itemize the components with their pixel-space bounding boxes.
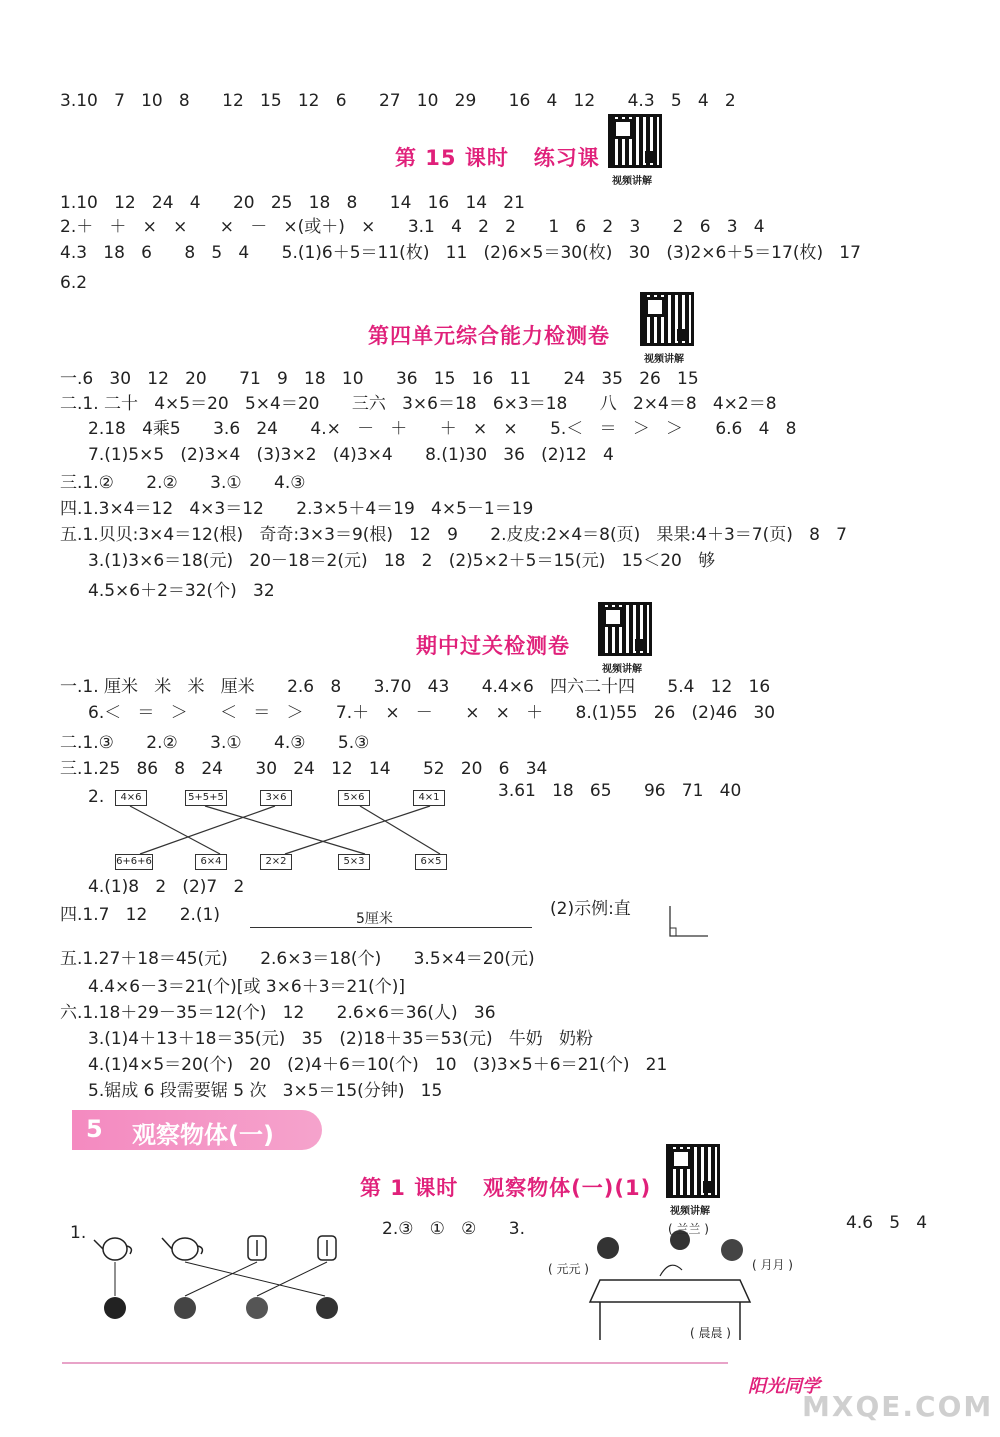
answer-line: 4.6 5 4	[846, 1213, 928, 1233]
answer-line: 三.1.② 2.② 3.① 4.③	[60, 473, 306, 493]
match-top-box: 5+5+5	[185, 790, 227, 806]
answer-line: 一.1. 厘米 米 米 厘米 2.6 8 3.70 43 4.4×6 四六二十四 5.4 12 16	[60, 677, 771, 697]
answer-line: 一.6 30 12 20 71 9 18 10 36 15 16 11 24 35 26 15	[60, 369, 699, 389]
answer-line: 4.4×6－3＝21(个)[或 3×6＋3＝21(个)]	[88, 977, 406, 997]
answer-line: 3.61 18 65 96 71 40	[498, 781, 742, 801]
right-angle-icon	[668, 904, 710, 938]
answer-line: 2.＋ ＋ × × × － ×(或＋) × 3.1 4 2 2 1 6 2 3 2 6 3 4	[60, 217, 765, 237]
segment-label: 5厘米	[356, 911, 393, 927]
person-label: ( 晨晨 )	[690, 1326, 731, 1340]
answer-line: 2.	[88, 787, 105, 807]
match-top-box: 3×6	[260, 790, 292, 806]
matching-diagram	[110, 786, 480, 872]
section-title-midterm: 期中过关检测卷	[416, 634, 570, 658]
answer-line: (2)示例:直	[550, 899, 631, 919]
section-title-lesson1: 第 1 课时 观察物体(一)(1)	[360, 1176, 652, 1200]
answer-line: 6.＜ ＝ ＞ ＜ ＝ ＞ 7.＋ × － × × ＋ 8.(1)55 26 (2)46 30	[88, 703, 776, 723]
section-title-lesson15: 第 15 课时 练习课	[395, 146, 600, 170]
answer-line: 3.(1)4＋13＋18＝35(元) 35 (2)18＋35＝53(元) 牛奶 奶粉	[88, 1029, 593, 1049]
unit-banner	[72, 1110, 322, 1150]
answer-line: 2.18 4乘5 3.6 24 4.× － ＋ ＋ × × 5.＜ ＝ ＞ ＞ 6.6 4 8	[88, 419, 797, 439]
match-bottom-box: 5×3	[338, 854, 370, 870]
answer-line: 三.1.25 86 8 24 30 24 12 14 52 20 6 34	[60, 759, 548, 779]
unit-number: 5	[86, 1115, 103, 1143]
qr-code-icon[interactable]	[608, 114, 662, 168]
answer-line: 3.(1)3×6＝18(元) 20－18＝2(元) 18 2 (2)5×2＋5＝15(元) 15＜20 够	[88, 551, 716, 571]
qr-code-icon[interactable]	[598, 602, 652, 656]
section-title-unit4: 第四单元综合能力检测卷	[368, 324, 610, 348]
match-bottom-box: 6×4	[195, 854, 227, 870]
answer-line: 2.③ ① ② 3.	[382, 1219, 526, 1239]
answer-line: 二.1. 二十 4×5＝20 5×4＝20 三六 3×6＝18 6×3＝18 八 2×4＝8 4×2＝8	[60, 394, 777, 414]
answer-line: 4.3 18 6 8 5 4 5.(1)6＋5＝11(枚) 11 (2)6×5＝30(枚) 30 (3)2×6＋5＝17(枚) 17	[60, 243, 861, 263]
qr-caption: 视频讲解	[670, 1206, 710, 1217]
answer-line: 4.(1)8 2 (2)7 2	[88, 877, 245, 897]
answer-line: 4.5×6＋2＝32(个) 32	[88, 581, 275, 601]
answer-line: 五.1.贝贝:3×4＝12(根) 奇奇:3×3＝9(根) 12 9 2.皮皮:2×4＝8(页) 果果:4＋3＝7(页) 8 7	[60, 525, 847, 545]
match-bottom-box: 2×2	[260, 854, 292, 870]
qr-code-icon[interactable]	[640, 292, 694, 346]
footer-divider	[62, 1362, 728, 1364]
qr-code-icon[interactable]	[666, 1144, 720, 1198]
answer-line: 四.1.7 12 2.(1)	[60, 905, 221, 925]
answer-line: 四.1.3×4＝12 4×3＝12 2.3×5＋4＝19 4×5－1＝19	[60, 499, 534, 519]
answer-line: 五.1.27＋18＝45(元) 2.6×3＝18(个) 3.5×4＝20(元)	[60, 949, 535, 969]
answer-line: 3.10 7 10 8 12 15 12 6 27 10 29 16 4 12 4.3 5 4 2	[60, 91, 736, 111]
match-top-box: 4×1	[413, 790, 445, 806]
qr-caption: 视频讲解	[602, 664, 642, 675]
person-label: ( 月月 )	[752, 1258, 793, 1272]
answer-line: 六.1.18＋29－35＝12(个) 12 2.6×6＝36(人) 36	[60, 1003, 496, 1023]
answer-line: 1.	[70, 1223, 87, 1243]
match-bottom-box: 6+6+6	[115, 854, 153, 870]
answer-line: 6.2	[60, 273, 88, 293]
answer-line: 1.10 12 24 4 20 25 18 8 14 16 14 21	[60, 193, 525, 213]
person-label: ( 兰兰 )	[668, 1222, 709, 1236]
answer-line: 7.(1)5×5 (2)3×4 (3)3×2 (4)3×4 8.(1)30 36 (2)12 4	[88, 445, 614, 465]
teapot-matching-diagram	[90, 1222, 350, 1332]
watermark: MXQE.COM	[802, 1390, 994, 1423]
brand-logo: 阳光同学	[748, 1376, 820, 1397]
qr-caption: 视频讲解	[644, 354, 684, 365]
person-label: ( 元元 )	[548, 1262, 589, 1276]
answer-line: 5.锯成 6 段需要锯 5 次 3×5＝15(分钟) 15	[88, 1081, 443, 1101]
match-bottom-box: 6×5	[415, 854, 447, 870]
match-top-box: 4×6	[115, 790, 147, 806]
answer-line: 4.(1)4×5＝20(个) 20 (2)4＋6＝10(个) 10 (3)3×5＋6＝21(个) 21	[88, 1055, 668, 1075]
unit-title: 观察物体(一)	[132, 1121, 274, 1149]
answer-line: 二.1.③ 2.② 3.① 4.③ 5.③	[60, 733, 370, 753]
match-top-box: 5×6	[338, 790, 370, 806]
qr-caption: 视频讲解	[612, 176, 652, 187]
